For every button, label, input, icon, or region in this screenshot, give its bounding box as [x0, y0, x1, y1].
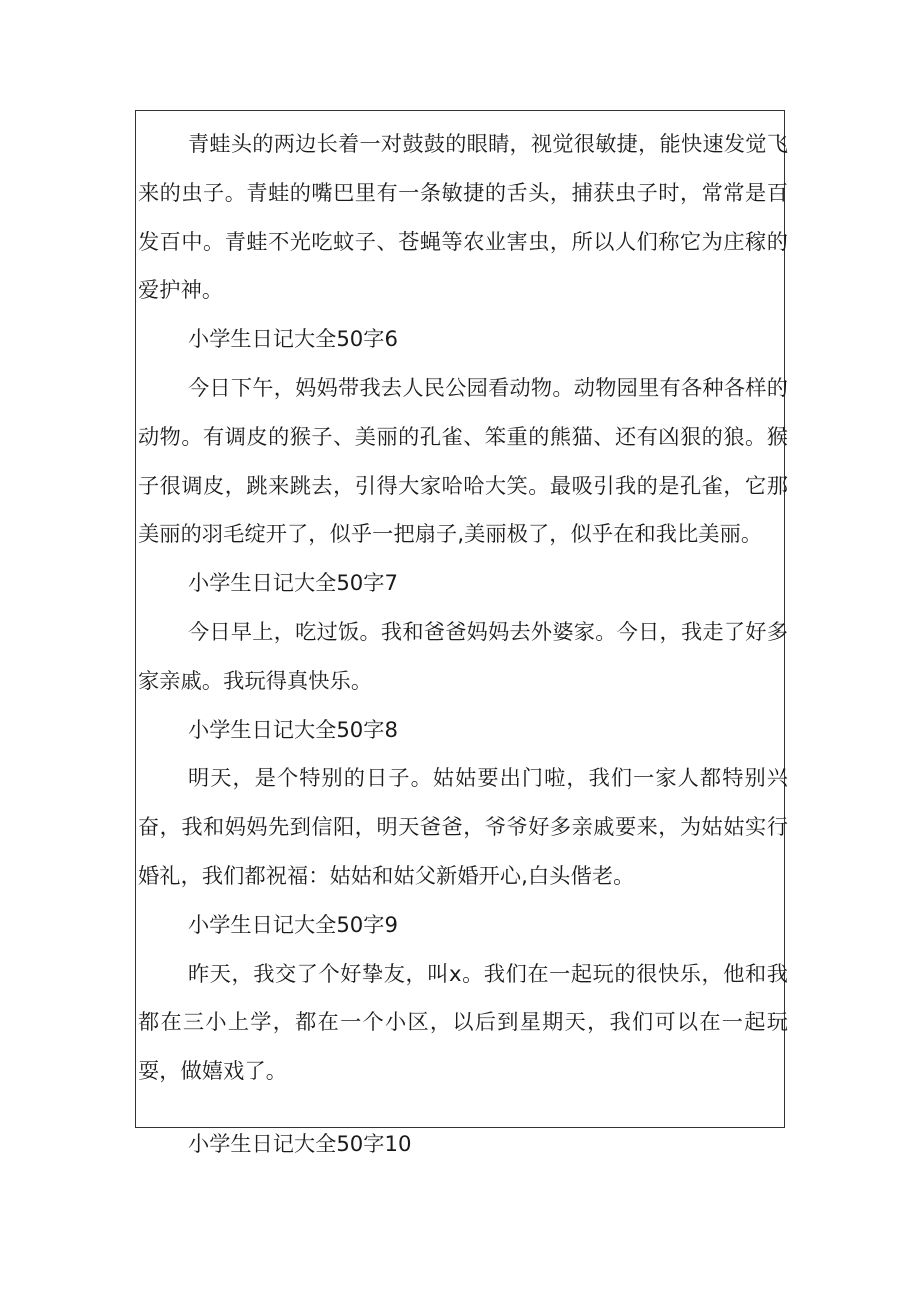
below-frame-area — [138, 1120, 788, 1169]
section-heading-8: 小学生日记大全50字8 — [188, 716, 398, 742]
paragraph-intro: 青蛙头的两边长着一对鼓鼓的眼睛，视觉很敏捷，能快速发觉飞来的虫子。青蛙的嘴巴里有一条敏捷的舌头，捕获虫子时，常常是百发百中。青蛙不光吃蚊子、苍蝇等农业害虫，所以人们称它为庄稼的爱护神。 — [138, 131, 788, 303]
section-heading-10: 小学生日记大全50字10 — [188, 1131, 412, 1156]
paragraph-diary-7: 今日早上，吃过饭。我和爸爸妈妈去外婆家。今日，我走了好多家亲戚。我玩得真快乐。 — [138, 618, 788, 693]
section-heading-6: 小学生日记大全50字6 — [188, 326, 398, 352]
paragraph-diary-6: 今日下午，妈妈带我去人民公园看动物。动物园里有各种各样的动物。有调皮的猴子、美丽的孔雀、笨重的熊猫、还有凶狠的狼。猴子很调皮，跳来跳去，引得大家哈哈大笑。最吸引我的是孔雀，它那美丽的羽毛绽开了，似乎一把扇子,美丽极了，似乎在和我比美丽。 — [138, 374, 788, 547]
section-heading-7: 小学生日记大全50字7 — [188, 570, 398, 596]
section-heading-9: 小学生日记大全50字9 — [188, 911, 398, 937]
paragraph-diary-9: 昨天，我交了个好挚友，叫x。我们在一起玩的很快乐，他和我都在三小上学，都在一个小区，以后到星期天，我们可以在一起玩耍，做嬉戏了。 — [138, 960, 788, 1084]
document-body — [138, 120, 788, 1096]
paragraph-diary-8: 明天，是个特别的日子。姑姑要出门啦，我们一家人都特别兴奋，我和妈妈先到信阳，明天爸爸，爷爷好多亲戚要来，为姑姑实行婚礼，我们都祝福：姑姑和姑父新婚开心,白头偕老。 — [138, 765, 788, 888]
